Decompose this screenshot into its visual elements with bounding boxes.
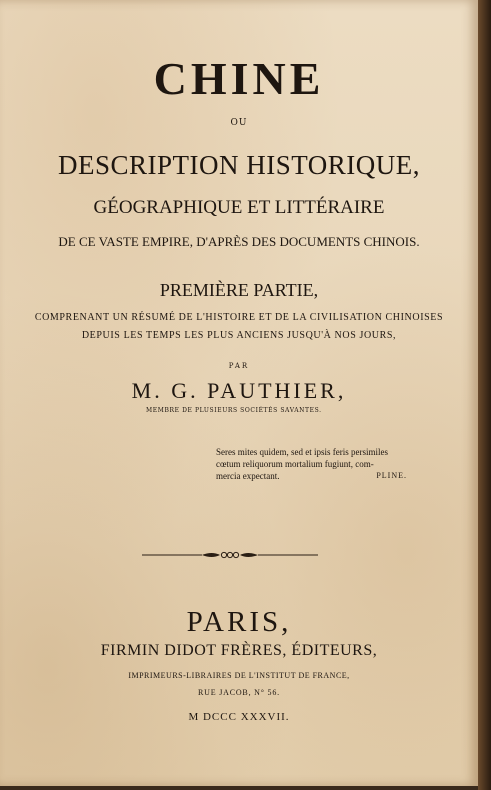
imprint-printers: IMPRIMEURS-LIBRAIRES DE L'INSTITUT DE FRANCE,: [128, 671, 350, 680]
subtitle-line-1: DESCRIPTION HISTORIQUE,: [57, 150, 420, 180]
imprint-year: M DCCC XXXVII.: [188, 711, 290, 723]
subtitle-line-3: DE CE VASTE EMPIRE, D'APRÈS DES DOCUMENTS CHINOIS.: [58, 234, 420, 249]
imprint-address: RUE JACOB, N° 56.: [198, 688, 280, 697]
epigraph: [216, 446, 431, 482]
imprint-publisher: FIRMIN DIDOT FRÈRES, ÉDITEURS,: [100, 642, 378, 659]
author-affiliation: MEMBRE DE PLUSIEURS SOCIÉTÉS SAVANTES.: [146, 407, 322, 414]
epigraph-line-1: Seres mites quidem, sed et ipsis feris persimiles: [216, 447, 388, 457]
by-label: PAR: [228, 362, 250, 370]
epigraph-attribution: PLINE.: [376, 471, 407, 480]
epigraph-line-3: mercia expectant.: [216, 471, 280, 481]
epigraph-line-2: cœtum reliquorum mortalium fugiunt, com-: [216, 459, 374, 469]
author-name: M. G. PAUTHIER,: [131, 378, 347, 403]
part-description-line-2: DEPUIS LES TEMPS LES PLUS ANCIENS JUSQU'À NOS JOURS,: [81, 330, 397, 341]
subtitle-line-2: GÉOGRAPHIQUE ET LITTÉRAIRE: [93, 197, 385, 218]
book-edge: [478, 0, 491, 790]
title-conjunction: OU: [230, 118, 248, 128]
part-heading: PREMIÈRE PARTIE,: [159, 280, 319, 300]
book-title: CHINE: [153, 53, 325, 104]
ornament-divider: [142, 548, 318, 562]
part-description-line-1: COMPRENANT UN RÉSUMÉ DE L'HISTOIRE ET DE LA CIVILISATION CHINOISES: [34, 312, 444, 323]
imprint-city: PARIS,: [186, 606, 292, 638]
